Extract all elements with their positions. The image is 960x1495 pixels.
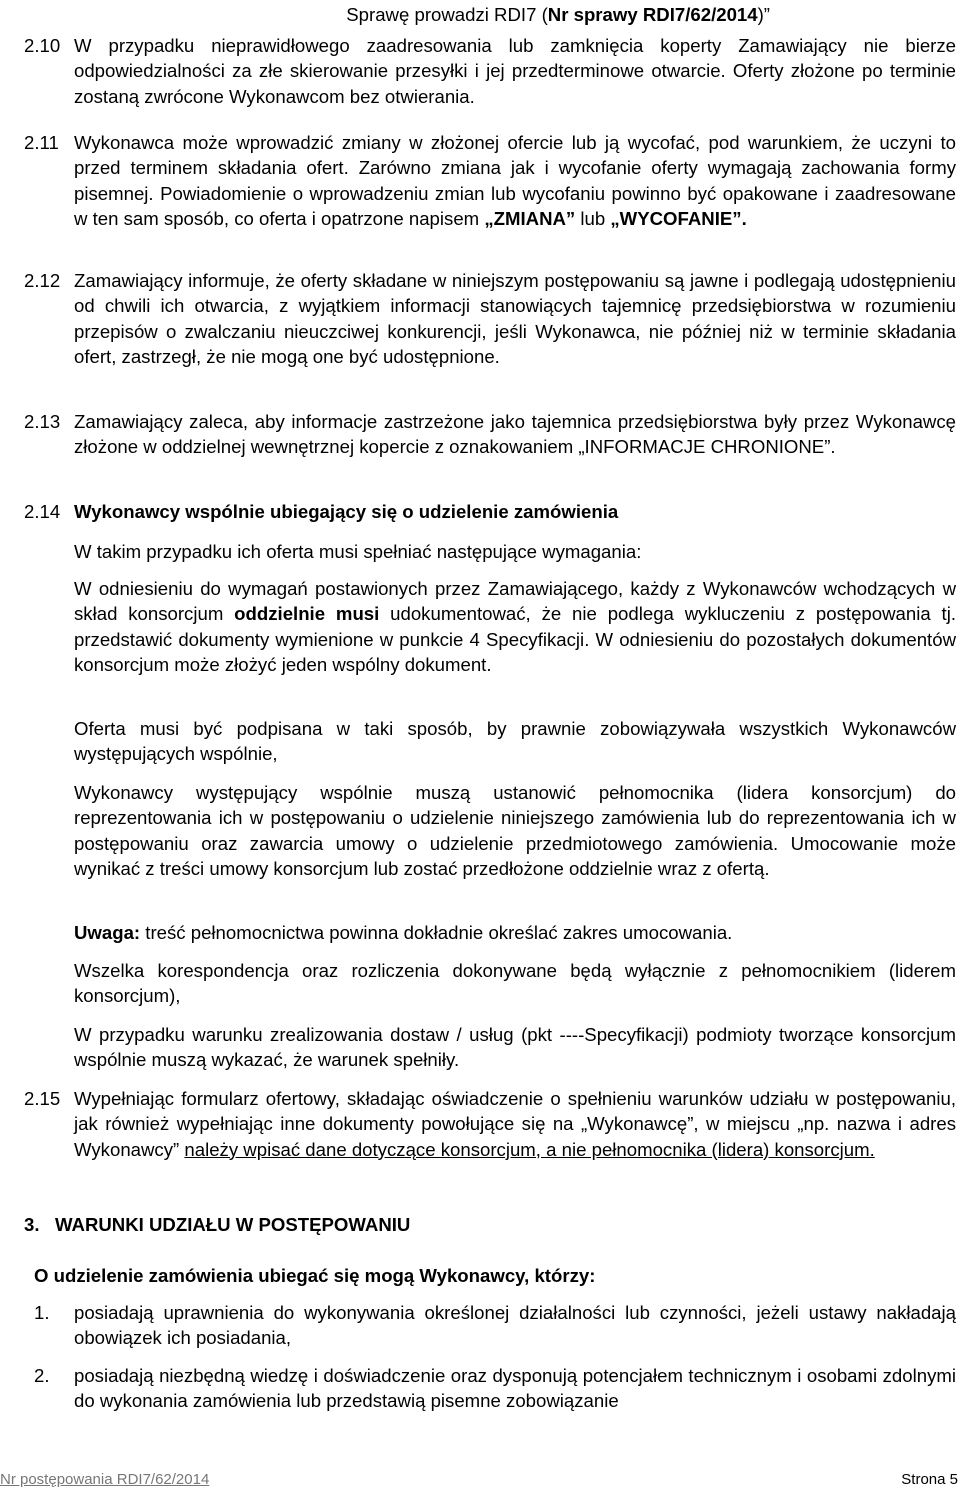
clause-text: Zamawiający zaleca, aby informacje zastrzeżone jako tajemnica przedsiębiorstwa były przez Wykonawcę złożone w oddzielnej wewnętrznej kopercie z oznakowaniem „INFORMACJE CHRONIONE”. [74, 411, 956, 458]
clause-2-14-p5 [74, 920, 956, 945]
clause-number: 2.12 [24, 270, 61, 291]
footer-page-number: Strona 5 [901, 1471, 958, 1488]
header-prefix: Sprawę prowadzi RDI7 ( [346, 4, 548, 25]
clause-text [74, 1086, 956, 1162]
section-3-title: 3. WARUNKI UDZIAŁU W POSTĘPOWANIU [24, 1214, 411, 1235]
clause-2-14-p7: W przypadku warunku zrealizowania dostaw / usług (pkt ----Specyfikacji) podmioty tworzące konsorcjum wspólnie muszą wykazać, że warunek spełniły. [74, 1024, 956, 1071]
clause-text: Zamawiający informuje, że oferty składane w niniejszym postępowaniu są jawne i podlegają udostępnieniu od chwili ich otwarcia, z wyjątkiem informacji stanowiących tajemnicę przedsiębiorstwa w rozumieniu przepisów o zwalczaniu nieuczciwej konkurencji, jeśli Wykonawca, nie później niż w terminie składania ofert, zastrzegł, że nie mogą one być udostępnione. [74, 270, 956, 367]
list-item [34, 1300, 956, 1351]
clause-2-12 [24, 268, 956, 369]
clause-2-14-p1: W takim przypadku ich oferta musi spełniać następujące wymagania: [74, 541, 642, 562]
header-case-number: Nr sprawy RDI7/62/2014 [547, 4, 758, 25]
list-text: posiadają uprawnienia do wykonywania określonej działalności lub czynności, jeżeli ustawy nakładają obowiązek ich posiadania, [74, 1302, 956, 1349]
clause-2-14-p2 [74, 576, 956, 677]
clause-text-lub: lub [575, 207, 611, 229]
footer-case-number: Nr postępowania RDI7/62/2014 [0, 1471, 210, 1488]
page-header [346, 2, 770, 28]
clause-text [74, 130, 956, 231]
p2-text-c: udokumentować, że nie podlega wykluczeniu z postępowania tj. przedstawić dokumenty wymienione w punkcie 4 Specyfikacji. W odniesieniu do pozostałych dokumentów konsorcjum może złożyć jeden wspólny dokument. [74, 603, 956, 675]
clause-number: 2.10 [24, 35, 61, 56]
list-number: 2. [34, 1365, 50, 1386]
clause-2-14-p6: Wszelka korespondencja oraz rozliczenia dokonywane będą wyłącznie z pełnomocnikiem (liderem konsorcjum), [74, 960, 956, 1007]
header-suffix: )” [757, 4, 770, 25]
clause-2-14 [24, 499, 956, 524]
clause-2-15 [24, 1086, 956, 1162]
clause-text-main: Wypełniając formularz ofertowy, składając oświadczenie o spełnieniu warunków udziału w postępowaniu, jak również wypełniając inne dokumenty powołujące się na „Wykonawcę”, w miejscu „np. nazwa i adres Wykonawcy” [74, 1088, 956, 1160]
clause-number: 2.11 [24, 132, 59, 153]
p2-text-a: W odniesieniu do wymagań postawionych przez Zamawiającego, każdy z Wykonawców wchodzących w skład konsorcjum [74, 578, 956, 625]
label-zmiana: „ZMIANA” [484, 207, 576, 229]
list-item [34, 1363, 956, 1414]
list-number: 1. [34, 1302, 50, 1323]
underlined-instruction: należy wpisać dane dotyczące konsorcjum, a nie pełnomocnika (lidera) konsorcjum. [184, 1138, 875, 1160]
clause-2-14-p4: Wykonawcy występujący wspólnie muszą ustanowić pełnomocnika (lidera konsorcjum) do reprezentowania ich w postępowaniu o udzielenie niniejszego zamówienia lub do reprezentowania ich w postępowaniu oraz zawarcia umowy o udzielenie przedmiotowego zamówienia. Umocowanie może wynikać z treści umowy konsorcjum lub zostać przedłożone oddzielnie wraz z ofertą. [74, 782, 956, 879]
section-3-subtitle: O udzielenie zamówienia ubiegać się mogą Wykonawcy, którzy: [34, 1265, 596, 1286]
p2-bold: oddzielnie musi [234, 603, 380, 625]
clause-2-11 [24, 130, 956, 231]
clause-text-end: . [741, 207, 747, 229]
clause-number: 2.15 [24, 1088, 61, 1109]
label-wycofanie: „WYCOFANIE” [610, 207, 742, 229]
clause-number: 2.14 [24, 501, 61, 522]
clause-text-main: Wykonawca może wprowadzić zmiany w złożonej ofercie lub ją wycofać, pod warunkiem, że uczyni to przed terminem składania ofert. Zarówno zmiana jak i wycofanie oferty wymagają zachowania formy pisemnej. Powiadomienie o wprowadzeniu zmian lub wycofaniu powinno być opakowane i zaadresowane w ten sam sposób, co oferta i opatrzone napisem [74, 132, 956, 229]
clause-2-10 [24, 33, 956, 109]
note-label: Uwaga: [74, 922, 141, 943]
clause-2-14-p3: Oferta musi być podpisana w taki sposób, by prawnie zobowiązywała wszystkich Wykonawców występujących wspólnie, [74, 718, 956, 765]
note-text: treść pełnomocnictwa powinna dokładnie określać zakres umocowania. [140, 922, 733, 943]
clause-title: Wykonawcy wspólnie ubiegający się o udzielenie zamówienia [74, 501, 619, 522]
clause-number: 2.13 [24, 411, 61, 432]
list-text: posiadają niezbędną wiedzę i doświadczenie oraz dysponują potencjałem technicznym i osobami zdolnymi do wykonania zamówienia lub przedstawią pisemne zobowiązanie [74, 1365, 956, 1412]
clause-text: W przypadku nieprawidłowego zaadresowania lub zamknięcia koperty Zamawiający nie bierze odpowiedzialności za złe skierowanie przesyłki i jej przedterminowe otwarcie. Oferty złożone po terminie zostaną zwrócone Wykonawcom bez otwierania. [74, 35, 956, 107]
clause-2-13 [24, 409, 956, 460]
